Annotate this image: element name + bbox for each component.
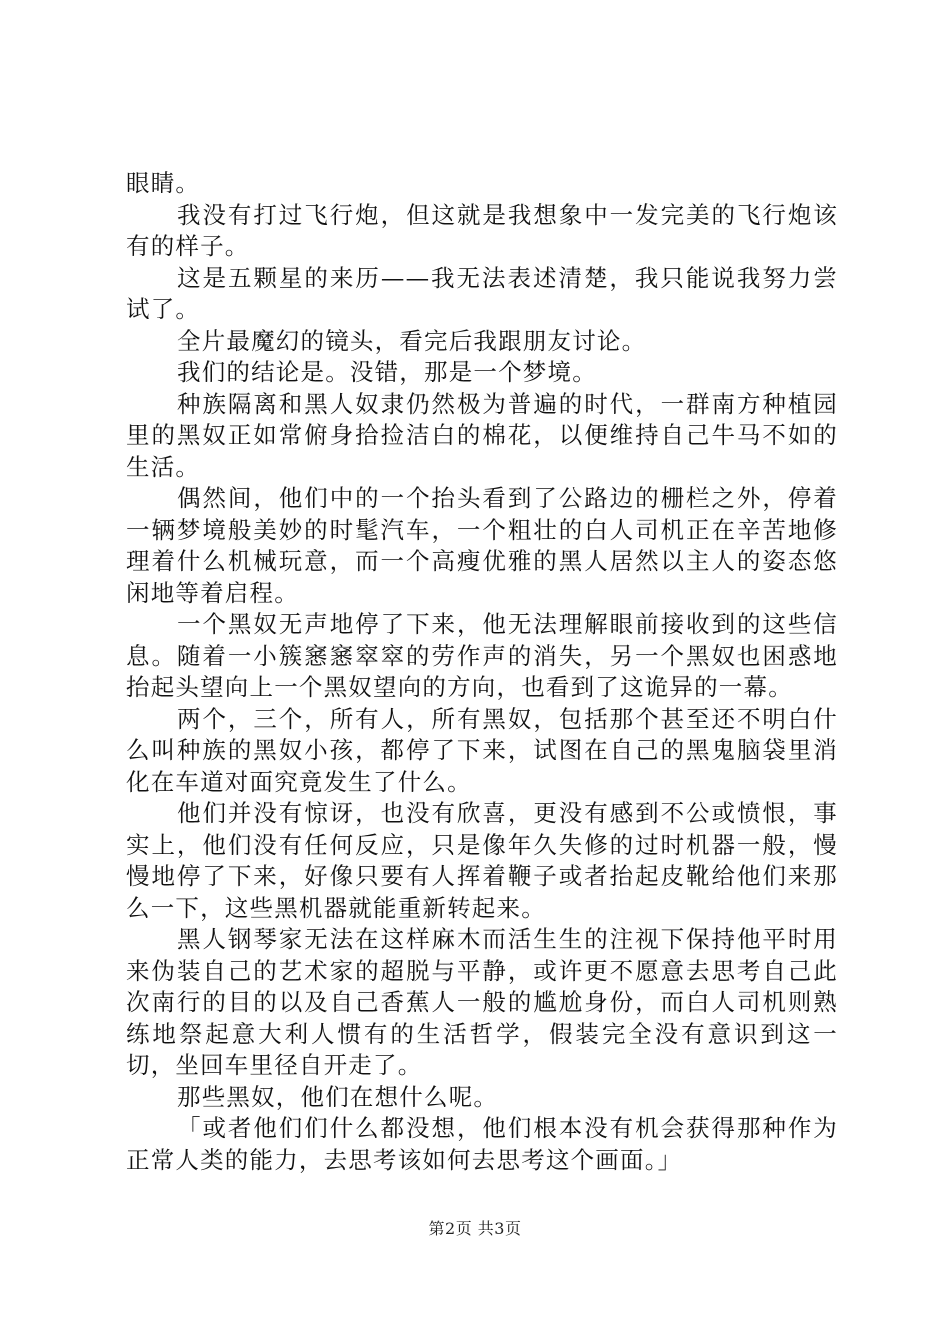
paragraph: 我们的结论是。没错，那是一个梦境。 bbox=[177, 358, 597, 386]
page-number-footer: 第2页 共3页 bbox=[428, 1219, 522, 1238]
article-body bbox=[126, 168, 838, 1176]
paragraph: 一个黑奴无声地停了下来，他无法理解眼前接收到的这些信息。随着一小簇窸窸窣窣的劳作声的消失，另一个黑奴也困惑地抬起头望向上一个黑奴望向的方向，也看到了这诡异的一幕。 bbox=[126, 610, 838, 701]
paragraph: 黑人钢琴家无法在这样麻木而活生生的注视下保持他平时用来伪装自己的艺术家的超脱与平静，或许更不愿意去思考自己此次南行的目的以及自己香蕉人一般的尴尬身份，而白人司机则熟练地祭起意大利人惯有的生活哲学，假装完全没有意识到这一切，坐回车里径自开走了。 bbox=[126, 925, 838, 1079]
paragraph: 我没有打过飞行炮，但这就是我想象中一发完美的飞行炮该有的样子。 bbox=[126, 200, 838, 260]
paragraph: 他们并没有惊讶，也没有欣喜，更没有感到不公或愤恨，事实上，他们没有任何反应，只是像年久失修的过时机器一般，慢慢地停了下来，好像只要有人挥着鞭子或者抬起皮靴给他们来那么一下，这些黑机器就能重新转起来。 bbox=[126, 799, 838, 922]
paragraph: 全片最魔幻的镜头，看完后我跟朋友讨论。 bbox=[177, 326, 647, 355]
paragraph: 种族隔离和黑人奴隶仍然极为普遍的时代，一群南方种植园里的黑奴正如常俯身拾捡洁白的棉花，以便维持自己牛马不如的生活。 bbox=[126, 389, 838, 481]
paragraph: 这是五颗星的来历——我无法表述清楚，我只能说我努力尝试了。 bbox=[126, 263, 838, 323]
paragraph: 眼睛。 bbox=[126, 169, 201, 197]
paragraph: 两个，三个，所有人，所有黑奴，包括那个甚至还不明白什么叫种族的黑奴小孩，都停了下来，试图在自己的黑鬼脑袋里消化在车道对面究竟发生了什么。 bbox=[126, 704, 838, 796]
paragraph: 「或者他们们什么都没想，他们根本没有机会获得那种作为正常人类的能力，去思考该如何去思考这个画面。」 bbox=[126, 1114, 838, 1174]
paragraph: 那些黑奴，他们在想什么呢。 bbox=[177, 1082, 499, 1111]
paragraph: 偶然间，他们中的一个抬头看到了公路边的栅栏之外，停着一辆梦境般美妙的时髦汽车，一个粗壮的白人司机正在辛苦地修理着什么机械玩意，而一个高瘦优雅的黑人居然以主人的姿态悠闲地等着启程。 bbox=[126, 484, 838, 607]
